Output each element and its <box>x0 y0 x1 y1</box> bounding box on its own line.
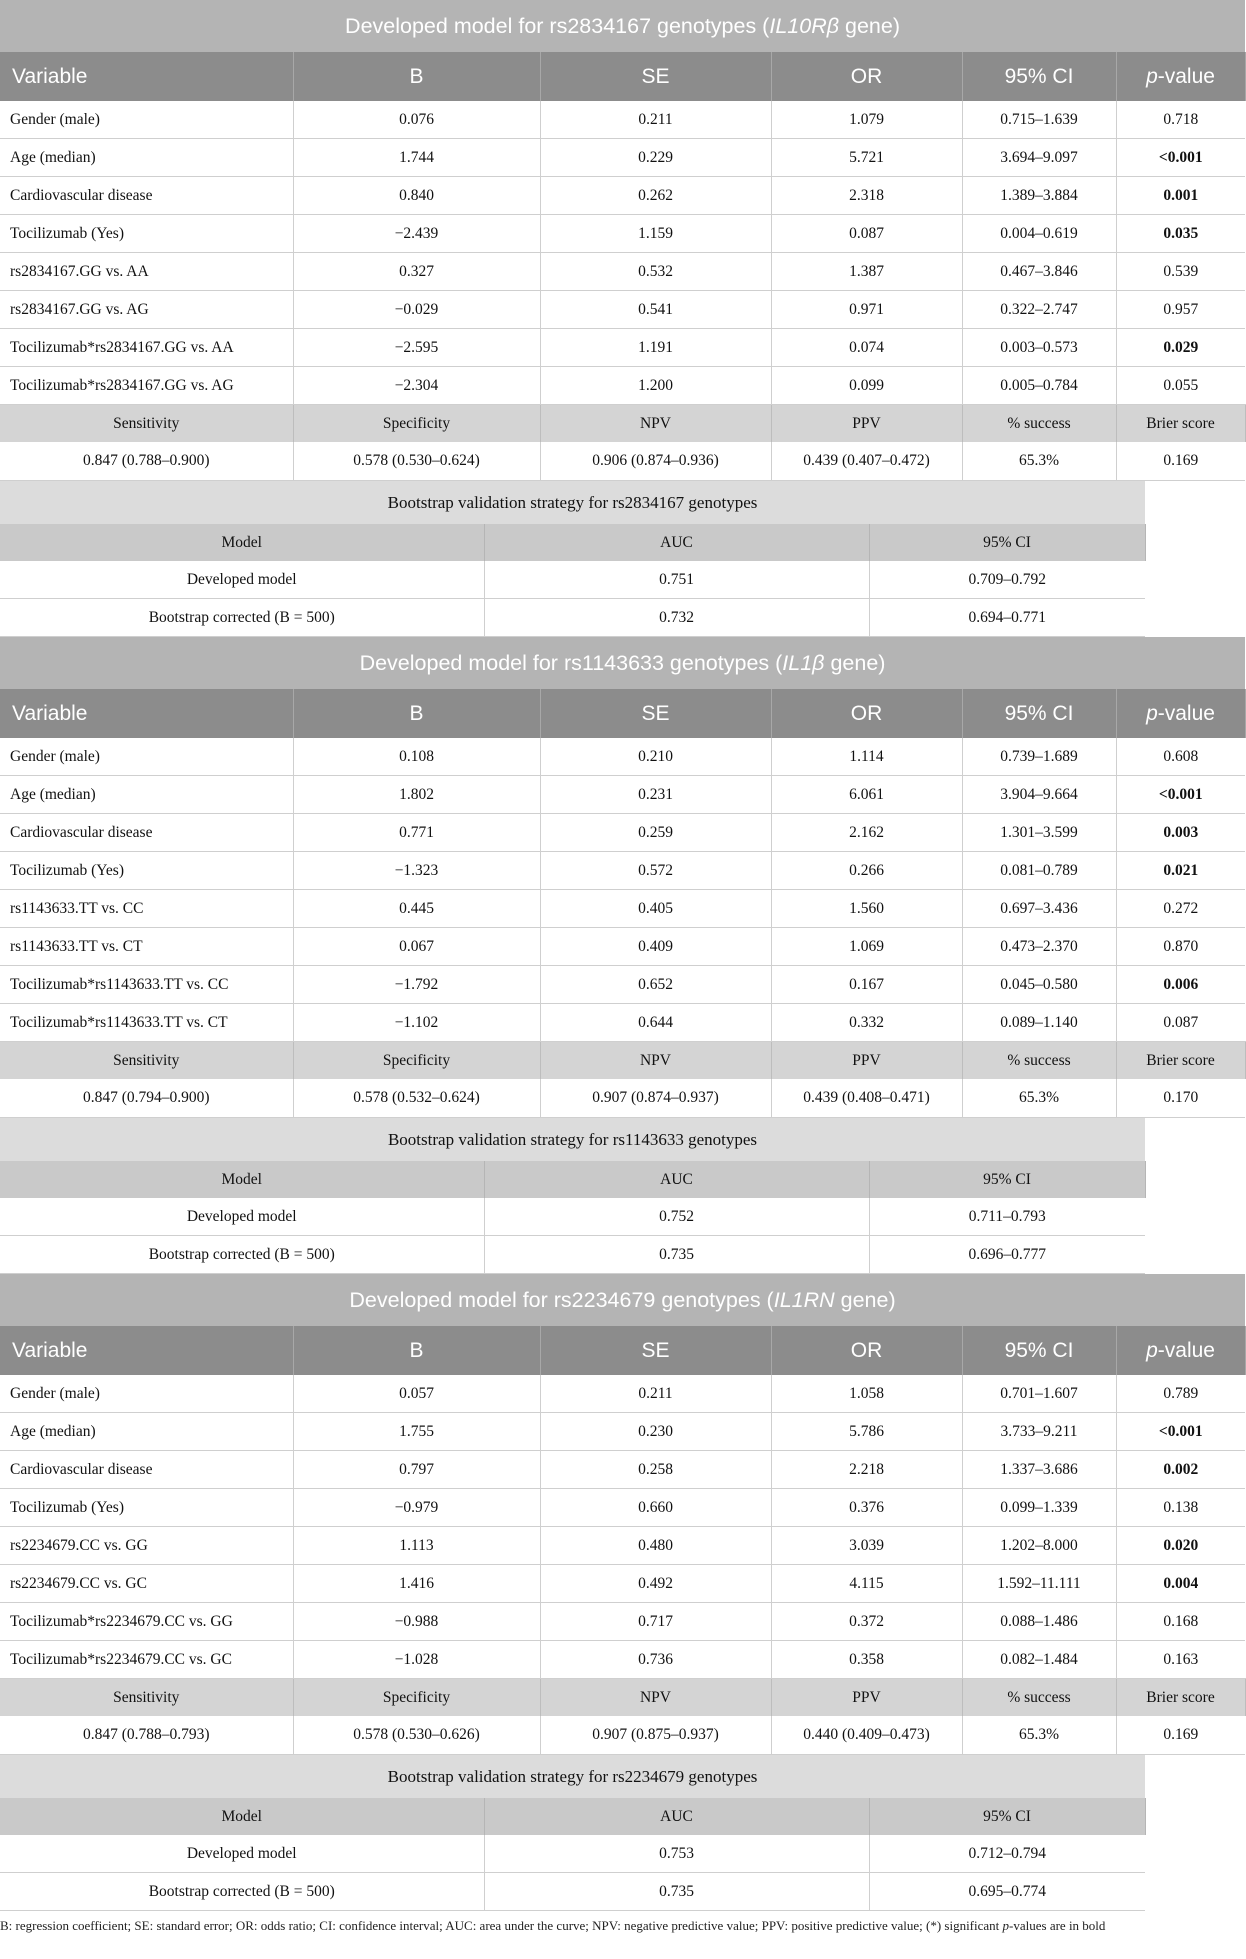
table-cell: 0.272 <box>1116 890 1245 928</box>
bootstrap-cell: 0.752 <box>484 1198 869 1236</box>
metric-header-row <box>0 1679 1245 1717</box>
bootstrap-header-row <box>0 1161 1145 1198</box>
table-cell: 1.202–8.000 <box>962 1527 1116 1565</box>
bootstrap-header: Model <box>0 524 484 561</box>
bootstrap-header: Model <box>0 1798 484 1835</box>
metric-header: Sensitivity <box>0 405 293 443</box>
column-header-b: B <box>293 52 540 101</box>
table-cell: 1.560 <box>771 890 962 928</box>
metric-value: 0.578 (0.530–0.624) <box>293 442 540 481</box>
table-cell: 0.266 <box>771 852 962 890</box>
metric-header: NPV <box>540 1679 771 1717</box>
column-header-ci: 95% CI <box>962 52 1116 101</box>
table-cell: 0.376 <box>771 1489 962 1527</box>
table-cell: 1.079 <box>771 101 962 139</box>
bootstrap-header: Model <box>0 1161 484 1198</box>
bootstrap-cell: 0.735 <box>484 1236 869 1274</box>
table-cell: 0.736 <box>540 1641 771 1679</box>
bootstrap-header: 95% CI <box>869 1798 1145 1835</box>
table-cell: 4.115 <box>771 1565 962 1603</box>
table-cell: 1.744 <box>293 139 540 177</box>
metric-header: PPV <box>771 1679 962 1717</box>
table-cell: −0.029 <box>293 291 540 329</box>
metric-value: 0.169 <box>1116 442 1245 481</box>
table-cell: Age (median) <box>0 776 293 814</box>
metric-value: 65.3% <box>962 1079 1116 1118</box>
table-cell: 0.211 <box>540 1375 771 1413</box>
table-cell: −0.979 <box>293 1489 540 1527</box>
table-cell: 5.786 <box>771 1413 962 1451</box>
table-row <box>0 928 1245 966</box>
table-cell: 1.114 <box>771 738 962 776</box>
metric-value: 0.847 (0.794–0.900) <box>0 1079 293 1118</box>
table-cell: −0.988 <box>293 1603 540 1641</box>
table-cell: 0.020 <box>1116 1527 1245 1565</box>
metric-value: 0.439 (0.408–0.471) <box>771 1079 962 1118</box>
table-row <box>0 139 1245 177</box>
bootstrap-cell: 0.694–0.771 <box>869 599 1145 637</box>
bootstrap-header-row <box>0 1798 1145 1835</box>
table-cell: 0.541 <box>540 291 771 329</box>
table-cell: 0.532 <box>540 253 771 291</box>
bootstrap-cell: 0.735 <box>484 1873 869 1911</box>
metric-header: Brier score <box>1116 1679 1245 1717</box>
bootstrap-row <box>0 1835 1145 1873</box>
table-cell: 1.387 <box>771 253 962 291</box>
bootstrap-header: AUC <box>484 1161 869 1198</box>
table-row <box>0 1641 1245 1679</box>
table-cell: 0.057 <box>293 1375 540 1413</box>
table-cell: rs1143633.TT vs. CC <box>0 890 293 928</box>
metric-header-row <box>0 1042 1245 1080</box>
bootstrap-table <box>0 1118 1146 1274</box>
table-cell: 0.081–0.789 <box>962 852 1116 890</box>
column-header-p-value: p-value <box>1116 1326 1245 1375</box>
bootstrap-header: AUC <box>484 524 869 561</box>
bootstrap-row <box>0 1198 1145 1236</box>
table-cell: <0.001 <box>1116 1413 1245 1451</box>
table-cell: 0.492 <box>540 1565 771 1603</box>
table-cell: 0.087 <box>771 215 962 253</box>
table-cell: 0.739–1.689 <box>962 738 1116 776</box>
table-cell: 0.715–1.639 <box>962 101 1116 139</box>
table-cell: 0.870 <box>1116 928 1245 966</box>
table-cell: −1.323 <box>293 852 540 890</box>
table-cell: 2.318 <box>771 177 962 215</box>
table-cell: Tocilizumab*rs1143633.TT vs. CT <box>0 1004 293 1042</box>
table-cell: Tocilizumab (Yes) <box>0 215 293 253</box>
table-cell: Tocilizumab (Yes) <box>0 1489 293 1527</box>
table-cell: 0.262 <box>540 177 771 215</box>
table-cell: 0.029 <box>1116 329 1245 367</box>
metric-header: PPV <box>771 405 962 443</box>
metric-header: Specificity <box>293 1042 540 1080</box>
table-cell: 0.697–3.436 <box>962 890 1116 928</box>
bootstrap-header-row <box>0 524 1145 561</box>
table-cell: 1.301–3.599 <box>962 814 1116 852</box>
table-cell: 1.802 <box>293 776 540 814</box>
bootstrap-cell: 0.712–0.794 <box>869 1835 1145 1873</box>
bootstrap-cell: 0.709–0.792 <box>869 561 1145 599</box>
table-cell: 0.467–3.846 <box>962 253 1116 291</box>
table-footnote: B: regression coefficient; SE: standard error; OR: odds ratio; CI: confidence interval; AUC: area under the curve; NPV: negative predictive value; PPV: positive predictive value; (*) significant p-values are in bold <box>0 1918 1106 1933</box>
table-cell: 0.067 <box>293 928 540 966</box>
table-cell: Tocilizumab*rs2234679.CC vs. GC <box>0 1641 293 1679</box>
table-cell: 0.797 <box>293 1451 540 1489</box>
table-cell: 0.405 <box>540 890 771 928</box>
table-cell: Gender (male) <box>0 101 293 139</box>
table-cell: 0.480 <box>540 1527 771 1565</box>
table-cell: 1.389–3.884 <box>962 177 1116 215</box>
table-cell: 0.003–0.573 <box>962 329 1116 367</box>
table-cell: 1.069 <box>771 928 962 966</box>
table-row <box>0 215 1245 253</box>
bootstrap-cell: Bootstrap corrected (B = 500) <box>0 1236 484 1274</box>
table-cell: Tocilizumab*rs2234679.CC vs. GG <box>0 1603 293 1641</box>
table-cell: 0.608 <box>1116 738 1245 776</box>
metric-header-row <box>0 405 1245 443</box>
metric-value: 0.578 (0.530–0.626) <box>293 1716 540 1755</box>
table-cell: 1.200 <box>540 367 771 405</box>
bootstrap-title: Bootstrap validation strategy for rs1143633 genotypes <box>0 1118 1145 1161</box>
column-header-or: OR <box>771 52 962 101</box>
table-row <box>0 1565 1245 1603</box>
table-row <box>0 1413 1245 1451</box>
column-header-ci: 95% CI <box>962 1326 1116 1375</box>
table-cell: 0.445 <box>293 890 540 928</box>
bootstrap-cell: Bootstrap corrected (B = 500) <box>0 599 484 637</box>
table-cell: 0.021 <box>1116 852 1245 890</box>
metric-value: 0.170 <box>1116 1079 1245 1118</box>
table-cell: 3.039 <box>771 1527 962 1565</box>
metric-header: NPV <box>540 1042 771 1080</box>
metric-value: 0.847 (0.788–0.900) <box>0 442 293 481</box>
bootstrap-table <box>0 1755 1146 1911</box>
metric-value-row <box>0 442 1245 481</box>
metric-value: 65.3% <box>962 1716 1116 1755</box>
metric-value: 0.169 <box>1116 1716 1245 1755</box>
column-header-se: SE <box>540 689 771 738</box>
bootstrap-cell: 0.751 <box>484 561 869 599</box>
bootstrap-cell: 0.711–0.793 <box>869 1198 1145 1236</box>
table-cell: 0.089–1.140 <box>962 1004 1116 1042</box>
column-header-or: OR <box>771 689 962 738</box>
table-cell: <0.001 <box>1116 776 1245 814</box>
bootstrap-row <box>0 1873 1145 1911</box>
table-cell: Gender (male) <box>0 738 293 776</box>
table-cell: rs2234679.CC vs. GG <box>0 1527 293 1565</box>
table-row <box>0 1375 1245 1413</box>
table-row <box>0 101 1245 139</box>
column-header-ci: 95% CI <box>962 689 1116 738</box>
table-row <box>0 1527 1245 1565</box>
column-header-se: SE <box>540 52 771 101</box>
table-cell: 0.138 <box>1116 1489 1245 1527</box>
table-cell: −2.304 <box>293 367 540 405</box>
table-cell: 1.416 <box>293 1565 540 1603</box>
bootstrap-cell: 0.753 <box>484 1835 869 1873</box>
table-cell: 1.113 <box>293 1527 540 1565</box>
bootstrap-title: Bootstrap validation strategy for rs2834167 genotypes <box>0 481 1145 524</box>
table-cell: 0.644 <box>540 1004 771 1042</box>
table-cell: 1.337–3.686 <box>962 1451 1116 1489</box>
table-cell: Tocilizumab*rs2834167.GG vs. AA <box>0 329 293 367</box>
table-cell: 0.572 <box>540 852 771 890</box>
table-cell: Cardiovascular disease <box>0 177 293 215</box>
table-cell: 0.074 <box>771 329 962 367</box>
table-cell: 0.358 <box>771 1641 962 1679</box>
column-header-row <box>0 1326 1245 1375</box>
metric-header: Specificity <box>293 1679 540 1717</box>
table-cell: rs2234679.CC vs. GC <box>0 1565 293 1603</box>
table-cell: 0.473–2.370 <box>962 928 1116 966</box>
table-row <box>0 1451 1245 1489</box>
table-cell: 0.108 <box>293 738 540 776</box>
bootstrap-cell: 0.732 <box>484 599 869 637</box>
table-cell: rs2834167.GG vs. AG <box>0 291 293 329</box>
table-cell: <0.001 <box>1116 139 1245 177</box>
table-cell: Age (median) <box>0 139 293 177</box>
regression-table <box>0 637 1246 1118</box>
table-cell: −2.595 <box>293 329 540 367</box>
table-cell: 0.701–1.607 <box>962 1375 1116 1413</box>
metric-value: 0.847 (0.788–0.793) <box>0 1716 293 1755</box>
table-cell: 1.159 <box>540 215 771 253</box>
table-cell: 0.259 <box>540 814 771 852</box>
table-row <box>0 890 1245 928</box>
table-cell: 0.163 <box>1116 1641 1245 1679</box>
table-cell: 0.004–0.619 <box>962 215 1116 253</box>
column-header-p-value: p-value <box>1116 52 1245 101</box>
metric-value: 0.439 (0.407–0.472) <box>771 442 962 481</box>
table-cell: Age (median) <box>0 1413 293 1451</box>
metric-header: % success <box>962 405 1116 443</box>
table-cell: 0.045–0.580 <box>962 966 1116 1004</box>
metric-value-row <box>0 1079 1245 1118</box>
table-cell: 0.082–1.484 <box>962 1641 1116 1679</box>
table-cell: 0.005–0.784 <box>962 367 1116 405</box>
table-cell: 0.006 <box>1116 966 1245 1004</box>
table-cell: 0.167 <box>771 966 962 1004</box>
column-header-row <box>0 52 1245 101</box>
table-cell: −1.102 <box>293 1004 540 1042</box>
table-cell: 0.087 <box>1116 1004 1245 1042</box>
table-cell: 0.088–1.486 <box>962 1603 1116 1641</box>
table-title: Developed model for rs2834167 genotypes (IL10Rβ gene) <box>0 0 1245 52</box>
table-cell: 0.652 <box>540 966 771 1004</box>
table-title: Developed model for rs2234679 genotypes (IL1RN gene) <box>0 1274 1245 1326</box>
metric-header: Specificity <box>293 405 540 443</box>
metric-header: PPV <box>771 1042 962 1080</box>
table-cell: 0.002 <box>1116 1451 1245 1489</box>
bootstrap-row <box>0 1236 1145 1274</box>
table-cell: 1.755 <box>293 1413 540 1451</box>
table-cell: 0.840 <box>293 177 540 215</box>
bootstrap-header: AUC <box>484 1798 869 1835</box>
table-cell: 0.001 <box>1116 177 1245 215</box>
table-row <box>0 1004 1245 1042</box>
bootstrap-row <box>0 561 1145 599</box>
table-row <box>0 966 1245 1004</box>
table-cell: Tocilizumab (Yes) <box>0 852 293 890</box>
table-row <box>0 329 1245 367</box>
table-cell: 0.957 <box>1116 291 1245 329</box>
table-cell: 0.076 <box>293 101 540 139</box>
table-cell: 1.058 <box>771 1375 962 1413</box>
bootstrap-cell: 0.695–0.774 <box>869 1873 1145 1911</box>
table-cell: 0.055 <box>1116 367 1245 405</box>
metric-value: 0.907 (0.875–0.937) <box>540 1716 771 1755</box>
table-cell: 0.211 <box>540 101 771 139</box>
table-cell: 0.168 <box>1116 1603 1245 1641</box>
table-cell: rs2834167.GG vs. AA <box>0 253 293 291</box>
column-header-b: B <box>293 1326 540 1375</box>
table-cell: 0.660 <box>540 1489 771 1527</box>
bootstrap-row <box>0 599 1145 637</box>
table-cell: 0.231 <box>540 776 771 814</box>
metric-header: % success <box>962 1679 1116 1717</box>
bootstrap-cell: Developed model <box>0 561 484 599</box>
table-row <box>0 852 1245 890</box>
metric-header: Sensitivity <box>0 1042 293 1080</box>
table-row <box>0 177 1245 215</box>
table-cell: Gender (male) <box>0 1375 293 1413</box>
table-cell: 3.694–9.097 <box>962 139 1116 177</box>
table-row <box>0 1603 1245 1641</box>
column-header-or: OR <box>771 1326 962 1375</box>
column-header-variable: Variable <box>0 689 293 738</box>
table-cell: 0.771 <box>293 814 540 852</box>
bootstrap-header: 95% CI <box>869 1161 1145 1198</box>
table-cell: −1.028 <box>293 1641 540 1679</box>
table-cell: 0.539 <box>1116 253 1245 291</box>
regression-table <box>0 1274 1246 1755</box>
table-cell: 0.409 <box>540 928 771 966</box>
table-cell: 0.210 <box>540 738 771 776</box>
table-row <box>0 776 1245 814</box>
metric-value: 65.3% <box>962 442 1116 481</box>
table-cell: 3.904–9.664 <box>962 776 1116 814</box>
metric-value: 0.907 (0.874–0.937) <box>540 1079 771 1118</box>
metric-value-row <box>0 1716 1245 1755</box>
table-cell: 0.718 <box>1116 101 1245 139</box>
table-cell: 0.003 <box>1116 814 1245 852</box>
bootstrap-cell: Developed model <box>0 1198 484 1236</box>
metric-header: Brier score <box>1116 405 1245 443</box>
regression-table <box>0 0 1246 481</box>
table-cell: 0.971 <box>771 291 962 329</box>
table-cell: 0.372 <box>771 1603 962 1641</box>
table-cell: 0.258 <box>540 1451 771 1489</box>
metric-header: % success <box>962 1042 1116 1080</box>
table-row <box>0 253 1245 291</box>
table-cell: 2.218 <box>771 1451 962 1489</box>
table-cell: 0.004 <box>1116 1565 1245 1603</box>
column-header-p-value: p-value <box>1116 689 1245 738</box>
table-cell: Cardiovascular disease <box>0 1451 293 1489</box>
metric-header: Sensitivity <box>0 1679 293 1717</box>
metric-value: 0.578 (0.532–0.624) <box>293 1079 540 1118</box>
metric-value: 0.440 (0.409–0.473) <box>771 1716 962 1755</box>
table-cell: 0.035 <box>1116 215 1245 253</box>
bootstrap-title: Bootstrap validation strategy for rs2234679 genotypes <box>0 1755 1145 1798</box>
table-cell: −1.792 <box>293 966 540 1004</box>
table-cell: 1.592–11.111 <box>962 1565 1116 1603</box>
table-cell: 5.721 <box>771 139 962 177</box>
table-cell: 6.061 <box>771 776 962 814</box>
bootstrap-table <box>0 481 1146 637</box>
table-cell: 0.230 <box>540 1413 771 1451</box>
bootstrap-header: 95% CI <box>869 524 1145 561</box>
table-cell: 3.733–9.211 <box>962 1413 1116 1451</box>
table-cell: 0.332 <box>771 1004 962 1042</box>
metric-header: Brier score <box>1116 1042 1245 1080</box>
column-header-row <box>0 689 1245 738</box>
table-row <box>0 738 1245 776</box>
table-cell: 0.229 <box>540 139 771 177</box>
table-row <box>0 367 1245 405</box>
table-cell: 0.099 <box>771 367 962 405</box>
table-cell: −2.439 <box>293 215 540 253</box>
column-header-variable: Variable <box>0 52 293 101</box>
column-header-se: SE <box>540 1326 771 1375</box>
table-cell: 0.322–2.747 <box>962 291 1116 329</box>
metric-value: 0.906 (0.874–0.936) <box>540 442 771 481</box>
table-cell: 0.099–1.339 <box>962 1489 1116 1527</box>
table-cell: 2.162 <box>771 814 962 852</box>
bootstrap-cell: 0.696–0.777 <box>869 1236 1145 1274</box>
table-row <box>0 291 1245 329</box>
column-header-b: B <box>293 689 540 738</box>
table-cell: 1.191 <box>540 329 771 367</box>
table-cell: 0.717 <box>540 1603 771 1641</box>
bootstrap-cell: Bootstrap corrected (B = 500) <box>0 1873 484 1911</box>
table-cell: 0.789 <box>1116 1375 1245 1413</box>
table-cell: Tocilizumab*rs2834167.GG vs. AG <box>0 367 293 405</box>
metric-header: NPV <box>540 405 771 443</box>
table-cell: Cardiovascular disease <box>0 814 293 852</box>
table-row <box>0 814 1245 852</box>
bootstrap-cell: Developed model <box>0 1835 484 1873</box>
table-cell: Tocilizumab*rs1143633.TT vs. CC <box>0 966 293 1004</box>
table-cell: 0.327 <box>293 253 540 291</box>
table-row <box>0 1489 1245 1527</box>
column-header-variable: Variable <box>0 1326 293 1375</box>
table-cell: rs1143633.TT vs. CT <box>0 928 293 966</box>
table-title: Developed model for rs1143633 genotypes (IL1β gene) <box>0 637 1245 689</box>
